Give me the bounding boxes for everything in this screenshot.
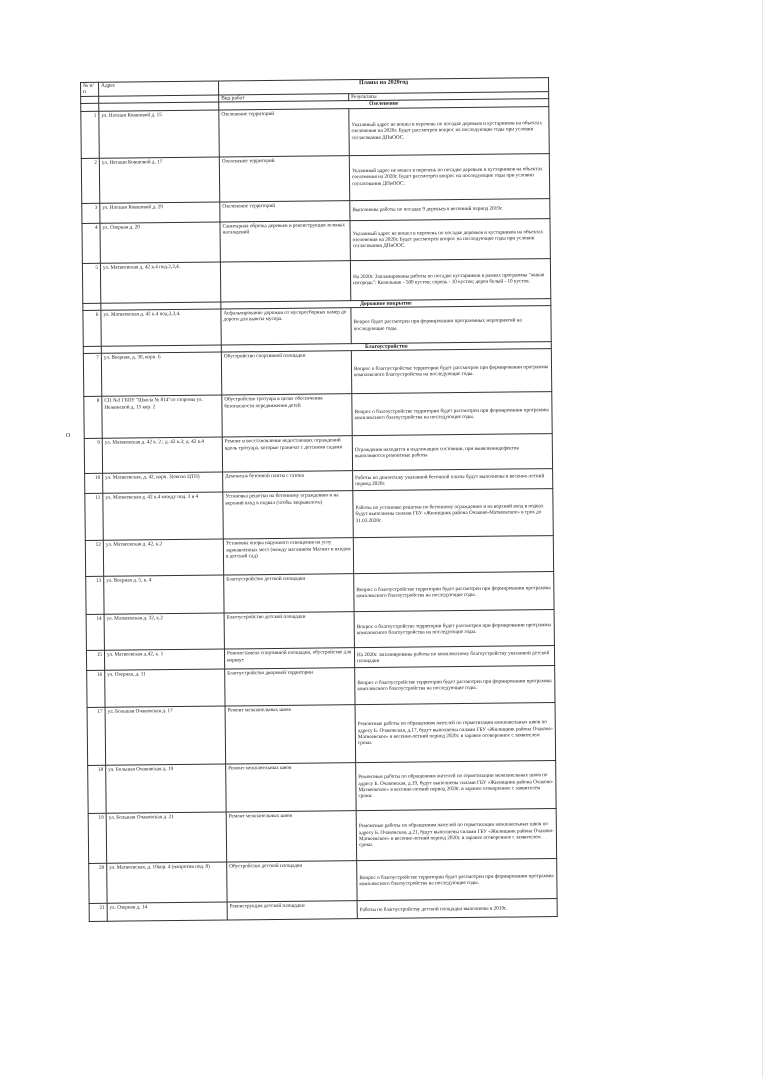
table-row <box>86 610 554 651</box>
row-number: 7 <box>83 354 101 397</box>
table-row <box>81 153 549 203</box>
table-row <box>83 349 551 397</box>
section-title: Дорожное покрытие <box>221 298 551 309</box>
row-work-type: Благоустройство дворовой территории <box>225 668 355 706</box>
row-number: 9 <box>84 439 102 474</box>
row-work-type: Установка опоры наружного освещения на углу заржавленных мест (между магазином Магнит и входом в детский сад) <box>223 538 353 575</box>
row-result: На 2020г. Запланированы работы по посадке кустарников в рамках программы "живая изгородь": Кизильник - 500 кустов; сирень - 10 кустов; дерен белый - 10 кустов. <box>350 258 550 300</box>
table-row <box>81 106 549 158</box>
table-row <box>88 809 557 864</box>
row-work-type: Обустройство детской площадки <box>227 861 357 902</box>
row-work-type: Обустройство тротуара в целях обеспечения безопасности передвижения детей <box>222 394 352 437</box>
row-result: Работы по демонтажу указанной бетонной плиты будут выполнены в весенне-летний период 2020г. <box>353 469 553 491</box>
row-result: Указанный адрес не вошел в перечень по посадке деревьев и кустарников на объектах озеленения на 2020г. Будет рассмотрен вопрос на последующие годы при условии согласования ДПиООС. <box>350 218 550 260</box>
row-address: ул. Матвеевская, д. 42, корп. 3(около ЦТП) <box>103 472 223 493</box>
row-address: ул. Матвеевская д. 42, к.2 <box>103 539 223 576</box>
row-result: Ремонтные работы по обращениям жителей по герметизации межпанельных швов по адресу Б. Очаковская, д.21, будут выполнены силами ГБУ «Жилищник района Очаково-Матвеевское» в весенне-летний период 2020г. в заранее оговоренное с заявителем сроки. <box>356 809 557 861</box>
row-number: 2 <box>81 158 99 203</box>
row-work-type <box>220 260 350 301</box>
row-address: ул. Большая Очаковская д. 19 <box>106 764 226 813</box>
table-row <box>84 392 552 439</box>
row-address: ул. Озерная д. 14 <box>107 902 227 921</box>
table-row <box>89 899 557 922</box>
row-work-type: Озеленение территорий <box>220 200 350 221</box>
section-title: Благоустройство <box>221 342 551 353</box>
row-address: ул. Наташи Ковшовой д. 29 <box>100 202 220 223</box>
plans-table <box>80 77 558 922</box>
row-result: Работы по благоустройству детской площадки выполнены в 2019г. <box>357 899 557 919</box>
row-number: 14 <box>86 615 104 651</box>
row-address: ул. Матвеевская д. 42 к.4 под.2,3,4. <box>101 309 221 346</box>
row-result: Указанный адрес не вошел в перечень по посадке деревьев и кустарников на объектах озеленения на 2020г. Будет рассмотрен вопрос на последующие годы при условии согласования ДПиООС. <box>349 106 549 155</box>
row-address: ул. Матвеевская д.42, к. 1 <box>104 649 224 670</box>
row-work-type: Ремонт межпанельных швов <box>226 811 357 862</box>
row-number: 21 <box>89 904 107 922</box>
table-row <box>82 218 550 263</box>
row-number: 13 <box>86 577 104 615</box>
table-row <box>86 572 554 615</box>
row-number: 6 <box>83 310 101 346</box>
row-number: 11 <box>85 494 103 541</box>
row-result: Вопрос о благоустройстве территории будет рассмотрен при формировании программы комплексного благоустройства на последующие годы. <box>357 859 557 901</box>
table-row <box>82 258 550 303</box>
row-result: Указанный адрес не вошел в перечень по посадке деревьев и кустарников на объектах озеленения на 2020г. Будет рассмотрен вопрос на последующие годы при условии согласования ДПиООС. <box>349 153 549 200</box>
row-work-type: Ремонт/замена спортивной площадки, обустройство для воркаут <box>224 648 354 669</box>
table-row <box>87 703 556 766</box>
row-address: ул. Озерная, д. 11 <box>105 669 225 707</box>
row-address: ул. Матвеевская д. 32, к.2 <box>104 613 224 650</box>
row-work-type: Благоустройство детской площадки <box>224 574 354 613</box>
row-work-type: Санитарная обрезка деревьев и реконструкция зеленых насаждений <box>220 220 350 261</box>
table-row <box>83 306 551 347</box>
row-number: 10 <box>85 474 103 494</box>
row-work-type: Обустройство спортивной площадки <box>221 351 351 395</box>
row-work-type: Ремонт и восстановление недостающих ограждений вдоль тротуара, которые граничат с детскими садами <box>222 436 352 472</box>
row-number: 3 <box>82 203 100 223</box>
row-number: 16 <box>87 671 105 708</box>
row-number: 8 <box>84 397 102 439</box>
row-address: ул. Большая Очаковская д. 17 <box>105 706 226 765</box>
row-address: ул. Матвеевская д. 42 к.4 между под. 3 и 4 <box>103 492 223 540</box>
document-sheet <box>80 77 557 922</box>
table-row <box>88 761 556 814</box>
table-row <box>89 859 557 904</box>
row-address: ул. Наташи Ковшовой д. 15 <box>99 110 219 158</box>
row-address: ул. Матвеевская д. 42 к. 2 ; д. 42 к.3; д. 42 к.4 <box>102 437 222 473</box>
row-work-type: Демонтаж бетонной плиты с газона <box>223 471 353 492</box>
row-work-type: Ремонт межпанельных швов <box>225 705 356 764</box>
row-result: Ремонтные работы по обращениям жителей по герметизации межпанельных швов по адресу Б. Очаковская, д.17, будут выполнены силами ГБУ «Жилищник района Очаково-Матвеевское» в весенне-летний период 2020г. в заранее оговоренное с заявителем сроки. <box>355 703 556 763</box>
row-number: 1 <box>81 111 99 158</box>
row-result: Ремонтные работы по обращениям жителей по герметизации межпанельных швов по адресу Б. Очаковская, д.19, будут выполнены силами ГБУ «Жилищник района Очаково-Матвеевское» в весенне-летний период 2020г. в заранее оговоренное с заявителем сроки. <box>356 761 557 811</box>
row-result: Выполнены работы по посадке 9 деревьев в весенний период 2019г. <box>350 198 550 220</box>
row-work-type: Реконструкция детской площадки <box>227 901 357 920</box>
row-work-type: Асфальтирование дорожки от мусоросборных камер до дороги для вывоза мусора. <box>221 308 351 345</box>
table-title: Планы на 2020год <box>358 79 409 87</box>
margin-mark: О <box>66 433 71 439</box>
row-address: ул. Веерная, д. 30, корп. 6 <box>101 352 221 396</box>
row-result: Вопрос о благоустройстве территории будет рассмотрен при формировании программы комплексного благоустройства на последующие годы. <box>352 392 552 436</box>
row-work-type: Благоустройство детской площадки <box>224 612 354 649</box>
row-result: На 2020г. запланированы работы по комплексному благоустройству указанной детской площадки <box>354 646 554 668</box>
row-result <box>353 536 553 574</box>
row-address: ул. Наташи Ковшовой д. 17 <box>99 157 219 203</box>
row-result: Вопрос о благоустройстве территории будет рассмотрен при формировании программы комплексного благоустройства на последующие годы. <box>354 572 554 612</box>
row-number: 4 <box>82 223 100 263</box>
row-address: ул. Веерная д. 5, к. 4 <box>104 575 224 614</box>
table-row <box>85 489 553 541</box>
col-result-header: Результаты <box>349 91 549 101</box>
row-address: СП №3 ГБОУ "Школа № 814"со стороны ул. Нежинской д. 15 кор. 2 <box>102 395 222 438</box>
row-number: 19 <box>88 814 107 864</box>
row-address: ул. Большая Очаковская д. 21 <box>106 812 227 863</box>
row-result: Вопрос будет рассмотрен при формировании программных мероприятий на последующие годы. <box>351 306 551 344</box>
row-number: 20 <box>89 864 107 904</box>
row-work-type: Озеленение территорий <box>219 108 349 156</box>
row-address: ул. Матвеевская д. 42 к.4 под.2,3,4. <box>100 262 220 303</box>
row-result: Вопрос о благоустройстве территории будет рассмотрен при формировании программы комплексного благоустройства на последующие годы. <box>354 610 554 648</box>
row-number: 17 <box>87 708 106 766</box>
row-result: Ограждения находятся в надлежащем состоянии, при выявлениидефектов выполняются ремонтные работы <box>352 434 552 471</box>
row-number: 18 <box>88 766 107 814</box>
row-result: Вопрос о благоустройстве территории будет рассмотрен при формировании программы комплексного благоустройства на последующие годы. <box>355 666 555 705</box>
table-row <box>84 434 552 474</box>
col-address-header: Адрес <box>99 81 219 96</box>
row-address: ул. Матвеевская, д. 10кор. 4 (напротив под. 8) <box>107 862 227 903</box>
row-work-type: Ремонт межпанельных швов <box>226 763 356 812</box>
row-address: ул. Озерная д. 20 <box>100 222 220 263</box>
row-result: Вопрос о благоустройстве территории будет рассмотрен при формировании программы комплексного благоустройства на последующие годы. <box>351 349 551 394</box>
col-work-header: Вид работ <box>219 94 349 103</box>
row-result: Работы по установке решетки по бетонному ограждению и на верхний вход в подвал будут выполнены силами ГБУ «Жилищник района Очаково-Матвеевское» в срок до 31.03.2020г. <box>353 489 553 538</box>
table-row <box>85 536 553 577</box>
row-number: 12 <box>85 541 103 577</box>
row-work-type: Озеленение территорий <box>219 155 349 201</box>
col-num-header: № п/п <box>81 82 99 96</box>
row-number: 5 <box>82 263 100 303</box>
row-work-type: Установка решетки на бетонному ограждению и на верхний вход в подвал (чтобы закрывалось) <box>223 491 353 539</box>
section-title: Озеленение <box>219 99 549 110</box>
table-row <box>87 666 555 708</box>
row-number: 15 <box>86 651 104 671</box>
